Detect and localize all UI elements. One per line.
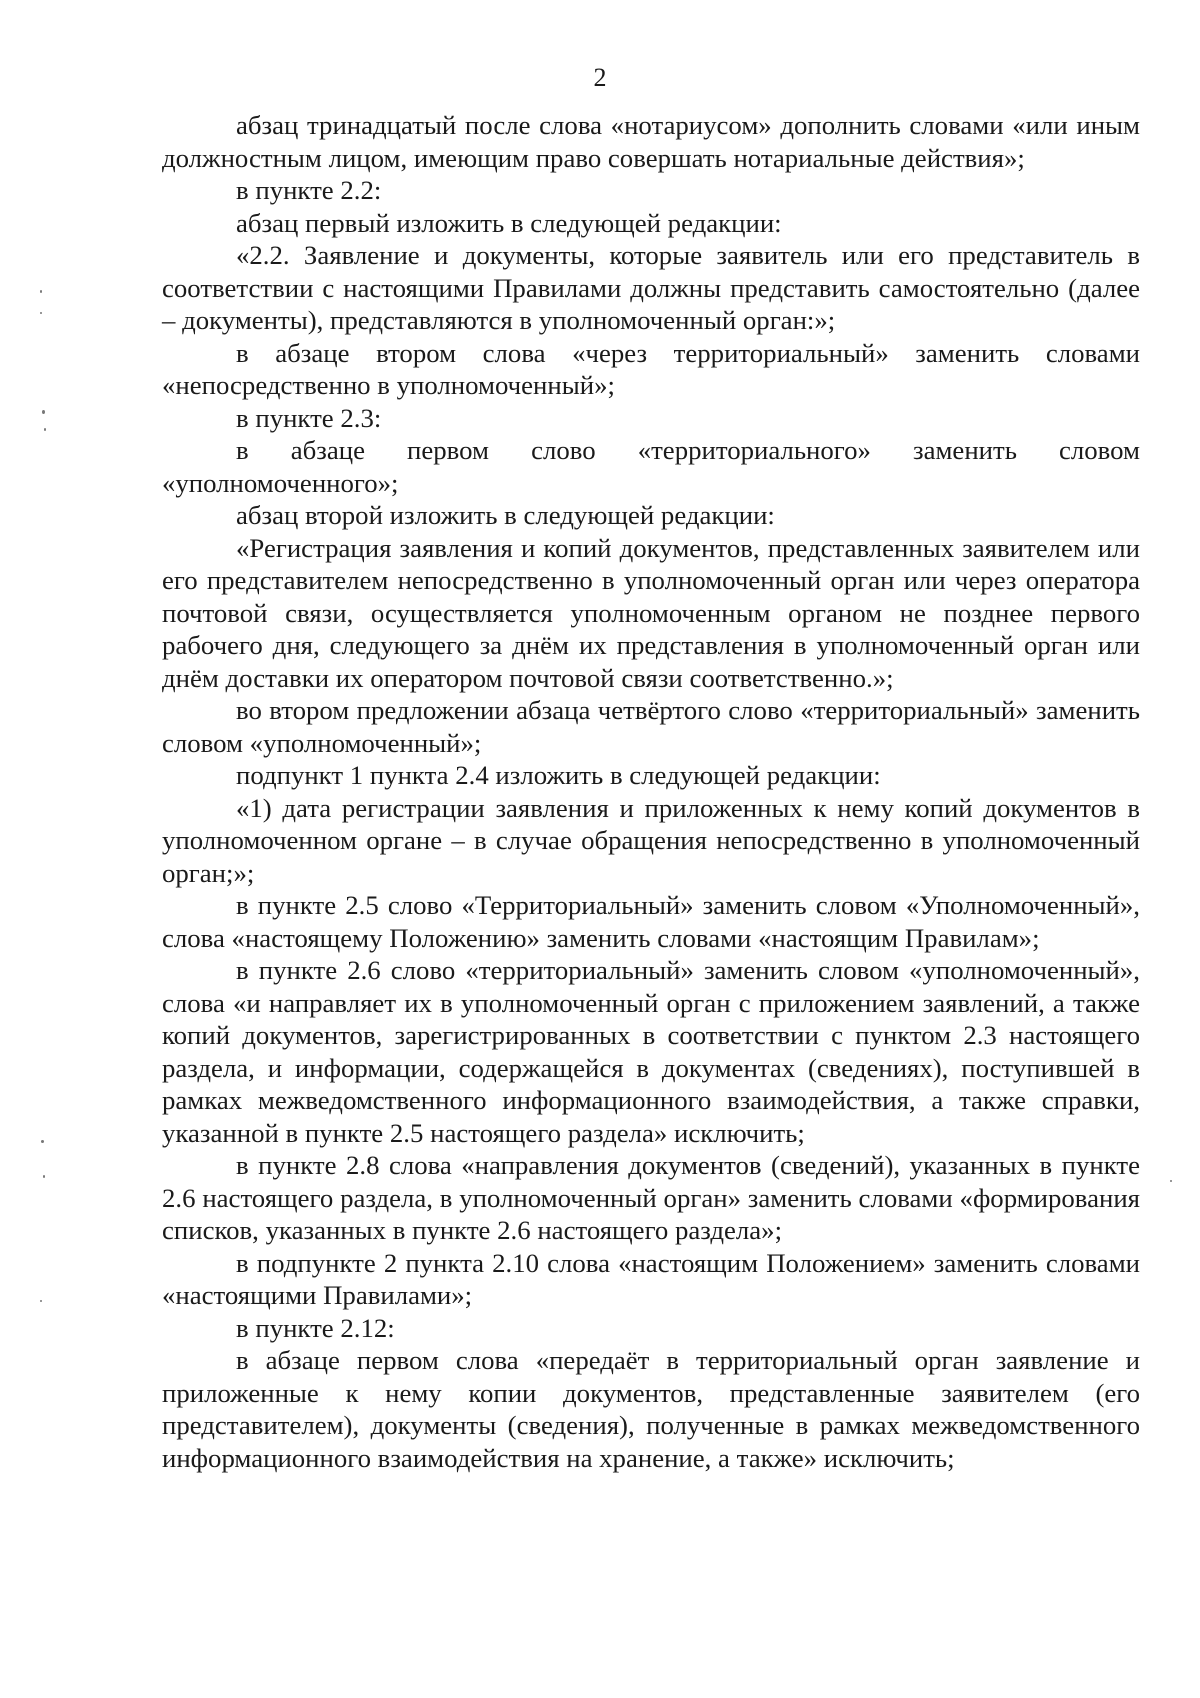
document-body <box>162 109 1140 1474</box>
paragraph: в пункте 2.2: <box>236 175 382 205</box>
scan-speck <box>43 1175 45 1178</box>
paragraph: «1) дата регистрации заявления и приложенных к нему копий документов в уполномоченном органе – в случае обращения непосредственно в уполномоченный орган;»; <box>162 792 1140 888</box>
scan-speck <box>44 428 46 431</box>
paragraph: в абзаце втором слова «через территориальный» заменить словами «непосредственно в уполномоченный»; <box>162 337 1140 400</box>
paragraph: «Регистрация заявления и копий документов, представленных заявителем или его представителем непосредственно в уполномоченный орган или через оператора почтовой связи, осуществляется уполномоченным органом не позднее первого рабочего дня, следующего за днём их представления в уполномоченный орган или днём доставки их оператором почтовой связи соответственно.»; <box>162 532 1140 693</box>
paragraph: «2.2. Заявление и документы, которые заявитель или его представитель в соответствии с настоящими Правилами должны представить самостоятельно (далее – документы), представляются в уполномоченный орган:»; <box>162 240 1140 335</box>
page-number: 2 <box>593 63 607 92</box>
scan-speck <box>42 410 45 414</box>
paragraph: подпункт 1 пункта 2.4 изложить в следующей редакции: <box>236 760 881 790</box>
scan-speck <box>40 312 42 314</box>
paragraph: в пункте 2.12: <box>236 1312 395 1343</box>
paragraph: в пункте 2.8 слова «направления документов (сведений), указанных в пункте 2.6 настоящего раздела, в уполномоченный орган» заменить словами «формирования списков, указанных в пункте 2.6 настоящего раздела»; <box>162 1150 1140 1245</box>
paragraph: в пункте 2.6 слово «территориальный» заменить словом «уполномоченный», слова «и направляет их в уполномоченный орган с приложением заявлений, а также копий документов, зарегистрированных в соответствии с пунктом 2.3 настоящего раздела, и информации, содержащейся в документах (сведениях), поступившей в рамках межведомственного информационного взаимодействия, а также справки, указанной в пункте 2.5 настоящего раздела» исключить; <box>162 955 1140 1148</box>
paragraph: в абзаце первом слова «передаёт в территориальный орган заявление и приложенные к нему копии документов, представленные заявителем (его представителем), документы (сведения), полученные в рамках межведомственного информационного взаимодействия на хранение, а также» исключить; <box>162 1345 1140 1473</box>
paragraph: абзац тринадцатый после слова «нотариусом» дополнить словами «или иным должностным лицом, имеющим право совершать нотариальные действия»; <box>162 110 1140 173</box>
paragraph: во втором предложении абзаца четвёртого слово «территориальный» заменить словом «уполномоченный»; <box>162 695 1140 758</box>
paragraph: в абзаце первом слово «территориального» заменить словом «уполномоченного»; <box>162 435 1140 498</box>
scan-speck <box>41 1140 44 1143</box>
paragraph: в пункте 2.5 слово «Территориальный» заменить словом «Уполномоченный», слова «настоящему Положению» заменить словами «настоящим Правилам»; <box>162 890 1140 953</box>
paragraph: абзац второй изложить в следующей редакции: <box>236 500 775 530</box>
scan-speck <box>40 290 42 293</box>
paragraph: абзац первый изложить в следующей редакции: <box>236 207 782 238</box>
paragraph: в пункте 2.3: <box>236 402 382 433</box>
paragraph: в подпункте 2 пункта 2.10 слова «настоящим Положением» заменить словами «настоящими Правилами»; <box>162 1247 1140 1310</box>
scan-speck <box>40 1300 42 1302</box>
scan-speck <box>1170 1180 1172 1182</box>
